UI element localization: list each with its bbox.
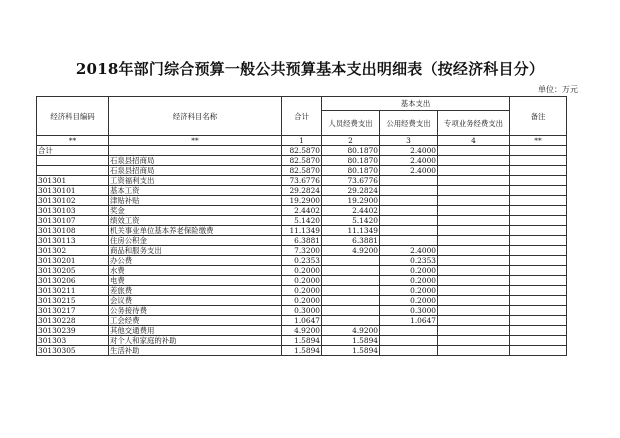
- public-cell: 0.2000: [380, 266, 438, 276]
- note-cell: [510, 326, 567, 336]
- budget-table: [36, 96, 567, 356]
- public-cell: 0.2000: [380, 296, 438, 306]
- total-cell: 0.2353: [282, 256, 322, 266]
- note-cell: [510, 296, 567, 306]
- public-cell: [380, 216, 438, 226]
- special-cell: [438, 196, 510, 206]
- name-cell: 工资福利支出: [109, 176, 282, 186]
- name-cell: 办公费: [109, 256, 282, 266]
- table-row: [37, 196, 567, 206]
- note-cell: [510, 186, 567, 196]
- note-cell: [510, 336, 567, 346]
- name-cell: 电费: [109, 276, 282, 286]
- name-cell: 公务接待费: [109, 306, 282, 316]
- note-cell: [510, 156, 567, 166]
- public-cell: 0.3000: [380, 306, 438, 316]
- public-cell: [380, 226, 438, 236]
- personnel-cell: 80.1870: [322, 146, 380, 156]
- table-row: [37, 256, 567, 266]
- personnel-cell: 29.2824: [322, 186, 380, 196]
- special-cell: [438, 256, 510, 266]
- special-cell: [438, 146, 510, 156]
- public-cell: [380, 196, 438, 206]
- name-cell: 机关事业单位基本养老保险缴费: [109, 226, 282, 236]
- note-cell: [510, 246, 567, 256]
- code-cell: 30130102: [37, 196, 109, 206]
- name-cell: 石泉县招商局: [109, 166, 282, 176]
- note-cell: [510, 306, 567, 316]
- total-cell: 0.3000: [282, 306, 322, 316]
- code-cell: 30130201: [37, 256, 109, 266]
- name-cell: 石泉县招商局: [109, 156, 282, 166]
- total-cell: 0.2000: [282, 286, 322, 296]
- table-row: [37, 146, 567, 156]
- public-cell: 0.2353: [380, 256, 438, 266]
- special-cell: [438, 166, 510, 176]
- name-cell: 商品和服务支出: [109, 246, 282, 256]
- table-row: [37, 216, 567, 226]
- header-public: 公用经费支出: [380, 111, 438, 136]
- code-cell: 30130103: [37, 206, 109, 216]
- code-cell: 30130206: [37, 276, 109, 286]
- personnel-cell: 11.1349: [322, 226, 380, 236]
- public-cell: [380, 186, 438, 196]
- total-cell: 11.1349: [282, 226, 322, 236]
- special-cell: [438, 286, 510, 296]
- personnel-cell: 1.5894: [322, 346, 380, 356]
- note-cell: [510, 266, 567, 276]
- header-personnel: 人员经费支出: [322, 111, 380, 136]
- header-code: 经济科目编码: [37, 97, 109, 136]
- name-cell: 绩效工资: [109, 216, 282, 226]
- unit-label: 单位：万元: [538, 85, 578, 94]
- name-cell: 会议费: [109, 296, 282, 306]
- public-cell: 2.4000: [380, 166, 438, 176]
- name-cell: 住房公积金: [109, 236, 282, 246]
- code-cell: 30130211: [37, 286, 109, 296]
- total-cell: 19.2900: [282, 196, 322, 206]
- total-cell: 6.3881: [282, 236, 322, 246]
- total-cell: 2.4402: [282, 206, 322, 216]
- index-cell: 1: [282, 136, 322, 146]
- special-cell: [438, 246, 510, 256]
- special-cell: [438, 296, 510, 306]
- table-row: [37, 336, 567, 346]
- table-row: [37, 286, 567, 296]
- note-cell: [510, 146, 567, 156]
- note-cell: [510, 316, 567, 326]
- index-cell: 3: [380, 136, 438, 146]
- total-cell: 0.2000: [282, 296, 322, 306]
- special-cell: [438, 236, 510, 246]
- code-cell: 30130108: [37, 226, 109, 236]
- table-row: [37, 236, 567, 246]
- personnel-cell: 4.9200: [322, 246, 380, 256]
- public-cell: [380, 336, 438, 346]
- name-cell: 津贴补贴: [109, 196, 282, 206]
- header-special: 专项业务经费支出: [438, 111, 510, 136]
- code-cell: 301301: [37, 176, 109, 186]
- personnel-cell: 80.1870: [322, 156, 380, 166]
- code-cell: [37, 166, 109, 176]
- public-cell: [380, 176, 438, 186]
- public-cell: [380, 206, 438, 216]
- total-cell: 0.2000: [282, 276, 322, 286]
- special-cell: [438, 346, 510, 356]
- code-cell: 30130107: [37, 216, 109, 226]
- public-cell: 2.4000: [380, 246, 438, 256]
- special-cell: [438, 206, 510, 216]
- total-cell: 1.5894: [282, 346, 322, 356]
- table-row: [37, 226, 567, 236]
- public-cell: [380, 346, 438, 356]
- special-cell: [438, 326, 510, 336]
- index-row: [37, 136, 567, 146]
- page-title: 2018年部门综合预算一般公共预算基本支出明细表（按经济科目分）: [75, 60, 545, 78]
- special-cell: [438, 156, 510, 166]
- header-basic: 基本支出: [322, 97, 510, 111]
- public-cell: 1.0647: [380, 316, 438, 326]
- total-cell: 82.5870: [282, 166, 322, 176]
- header-note: 备注: [510, 97, 567, 136]
- code-cell: 301303: [37, 336, 109, 346]
- name-cell: 工会经费: [109, 316, 282, 326]
- table-row: [37, 246, 567, 256]
- note-cell: [510, 226, 567, 236]
- personnel-cell: [322, 296, 380, 306]
- note-cell: [510, 206, 567, 216]
- special-cell: [438, 216, 510, 226]
- code-cell: 301302: [37, 246, 109, 256]
- special-cell: [438, 306, 510, 316]
- special-cell: [438, 186, 510, 196]
- index-cell: **: [510, 136, 567, 146]
- name-cell: 水费: [109, 266, 282, 276]
- total-cell: 1.5894: [282, 336, 322, 346]
- header-total: 合计: [282, 97, 322, 136]
- total-cell: 29.2824: [282, 186, 322, 196]
- special-cell: [438, 276, 510, 286]
- table-row: [37, 346, 567, 356]
- code-cell: 30130113: [37, 236, 109, 246]
- total-cell: 73.6776: [282, 176, 322, 186]
- table-row: [37, 276, 567, 286]
- index-cell: 4: [438, 136, 510, 146]
- total-cell: 1.0647: [282, 316, 322, 326]
- personnel-cell: 4.9200: [322, 326, 380, 336]
- total-cell: 82.5870: [282, 156, 322, 166]
- table-row: [37, 176, 567, 186]
- name-cell: 其他交通费用: [109, 326, 282, 336]
- note-cell: [510, 166, 567, 176]
- name-cell: 基本工资: [109, 186, 282, 196]
- special-cell: [438, 316, 510, 326]
- special-cell: [438, 226, 510, 236]
- code-cell: 30130228: [37, 316, 109, 326]
- table-row: [37, 296, 567, 306]
- table-row: [37, 316, 567, 326]
- table-row: [37, 166, 567, 176]
- personnel-cell: [322, 266, 380, 276]
- personnel-cell: [322, 276, 380, 286]
- name-cell: [109, 146, 282, 156]
- personnel-cell: 6.3881: [322, 236, 380, 246]
- index-cell: **: [109, 136, 282, 146]
- total-cell: 0.2000: [282, 266, 322, 276]
- note-cell: [510, 236, 567, 246]
- header-name: 经济科目名称: [109, 97, 282, 136]
- note-cell: [510, 196, 567, 206]
- personnel-cell: [322, 316, 380, 326]
- personnel-cell: [322, 286, 380, 296]
- personnel-cell: 1.5894: [322, 336, 380, 346]
- personnel-cell: 80.1870: [322, 166, 380, 176]
- code-cell: [37, 156, 109, 166]
- public-cell: [380, 236, 438, 246]
- index-cell: 2: [322, 136, 380, 146]
- total-cell: 7.3200: [282, 246, 322, 256]
- index-cell: **: [37, 136, 109, 146]
- personnel-cell: [322, 256, 380, 266]
- note-cell: [510, 216, 567, 226]
- total-cell: 4.9200: [282, 326, 322, 336]
- note-cell: [510, 256, 567, 266]
- note-cell: [510, 176, 567, 186]
- public-cell: 0.2000: [380, 276, 438, 286]
- personnel-cell: 2.4402: [322, 206, 380, 216]
- public-cell: [380, 326, 438, 336]
- note-cell: [510, 276, 567, 286]
- table-row: [37, 186, 567, 196]
- special-cell: [438, 266, 510, 276]
- code-cell: 30130305: [37, 346, 109, 356]
- note-cell: [510, 286, 567, 296]
- public-cell: 2.4000: [380, 146, 438, 156]
- code-cell: 30130239: [37, 326, 109, 336]
- name-cell: 对个人和家庭的补助: [109, 336, 282, 346]
- personnel-cell: [322, 306, 380, 316]
- public-cell: 0.2000: [380, 286, 438, 296]
- code-cell: 30130217: [37, 306, 109, 316]
- personnel-cell: 73.6776: [322, 176, 380, 186]
- table-row: [37, 326, 567, 336]
- note-cell: [510, 346, 567, 356]
- table-row: [37, 266, 567, 276]
- personnel-cell: 5.1420: [322, 216, 380, 226]
- code-cell: 30130101: [37, 186, 109, 196]
- total-cell: 5.1420: [282, 216, 322, 226]
- code-cell: 合计: [37, 146, 109, 156]
- total-cell: 82.5870: [282, 146, 322, 156]
- code-cell: 30130205: [37, 266, 109, 276]
- code-cell: 30130215: [37, 296, 109, 306]
- table-row: [37, 156, 567, 166]
- name-cell: 差旅费: [109, 286, 282, 296]
- personnel-cell: 19.2900: [322, 196, 380, 206]
- table-row: [37, 206, 567, 216]
- name-cell: 生活补助: [109, 346, 282, 356]
- special-cell: [438, 336, 510, 346]
- table-row: [37, 306, 567, 316]
- name-cell: 奖金: [109, 206, 282, 216]
- special-cell: [438, 176, 510, 186]
- public-cell: 2.4000: [380, 156, 438, 166]
